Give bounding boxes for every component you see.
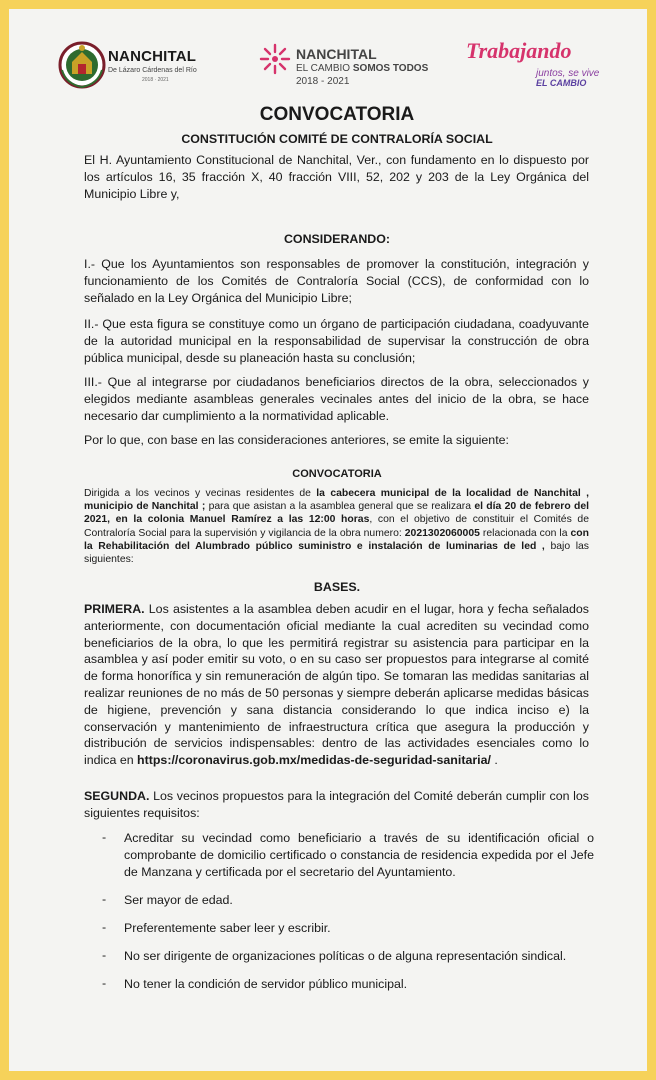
considerando-3: III.- Que al integrarse por ciudadanos beneficiarios directos de la obra, seleccionados y elegidos mediante asambleas generales vecinales antes del inicio de la obra, se hace necesario dar cumplimiento a la normatividad aplicable. [84, 375, 589, 423]
requisito-5: No tener la condición de servidor público municipal. [124, 977, 408, 991]
conv-p4: relacionada con la [479, 527, 571, 539]
bullet-5: - [102, 976, 107, 990]
primera-label: PRIMERA. [84, 602, 145, 616]
bullet-3: - [102, 920, 107, 934]
bases-heading: BASES. [313, 580, 361, 594]
primera-paragraph [84, 601, 589, 769]
logo3-word: Trabajando [466, 38, 572, 63]
conv-b3: 2021302060005 [404, 527, 480, 539]
primera-link[interactable]: https://coronavirus.gob.mx/medidas-de-seguridad-sanitaria/ [137, 753, 491, 768]
flower-icon [258, 42, 292, 76]
coat-of-arms-icon [58, 40, 106, 90]
el-cambio-logo [258, 38, 438, 98]
segunda-text: Los vecinos propuestos para la integración del Comité deberán cumplir con los siguientes requisitos: [84, 789, 589, 820]
conv-p2: para que asistan a la asamblea general que se realizara [205, 501, 475, 513]
convocatoria-heading: CONVOCATORIA [292, 468, 382, 480]
trabajando-logo [466, 38, 606, 98]
document-page [18, 18, 656, 1080]
logo3-line1: juntos, se vive [536, 68, 600, 79]
conv-b1: la cabecera municipal de la localidad de Nanchital , municipio de Nanchital ; [84, 488, 589, 513]
requisito-2: Ser mayor de edad. [124, 893, 233, 907]
logo2-years: 2018 - 2021 [296, 76, 350, 87]
logo1-years: 2018 · 2021 [142, 77, 169, 83]
intro-paragraph: El H. Ayuntamiento Constitucional de Nanchital, Ver., con fundamento en lo dispuesto por los artículos 16, 35 fracción X, 40 fracción VIII, 52, 202 y 203 de la Ley Orgánica del Municipio Libre y, [84, 153, 589, 201]
bullet-1: - [102, 830, 107, 844]
document-title: CONVOCATORIA [259, 104, 415, 125]
nanchital-municipal-logo [58, 40, 208, 92]
primera-text: Los asistentes a la asamblea deben acudir en el lugar, hora y fecha señalados anteriormente, con documentación oficial mediante la cual acrediten su vecindad como beneficiarios de la obra, lo que les permitirá registrar su asistencia para participar en la asamblea y así poder emitir su voto, o en su caso ser propuestos para integrarse al comité de forma honorífica y sin remuneración de algún tipo. Se tomaran las medidas sanitarias al realizar reuniones de no más de 50 personas y siempre deberán aplicarse medidas básicas de higiene, prevención y sana distancia considerando lo que indica inciso e) la conservación y mantenimiento de infraestructura crítica que asegura la producción y distribución de servicios indispensables: dentro de las actividades esenciales como lo indica en [84, 602, 589, 768]
logo3-line2: EL CAMBIO [536, 78, 587, 88]
conv-b2: el día 20 de febrero del 2021, en la colonia Manuel Ramírez a las 12:00 horas [84, 501, 589, 526]
logo1-name: NANCHITAL [108, 48, 197, 65]
por-lo-que-paragraph: Por lo que, con base en las consideraciones anteriores, se emite la siguiente: [84, 433, 509, 447]
conv-p3: , con el objetivo de constituir el Comités de Contraloría Social para la supervisión y vigilancia de la obra numero: [84, 514, 589, 539]
segunda-label: SEGUNDA. [84, 789, 150, 803]
conv-b4: con la Rehabilitación del Alumbrado público suministro e instalación de luminarias de led , [84, 527, 589, 552]
document-subtitle: CONSTITUCIÓN COMITÉ DE CONTRALORÍA SOCIAL [181, 132, 493, 146]
requisito-3: Preferentemente saber leer y escribir. [124, 921, 331, 935]
considerando-2: II.- Que esta figura se constituye como un órgano de participación ciudadana, coadyuvante de la autoridad municipal en la responsabilidad de supervisar la construcción de obra pública municipal, desde su planeación hasta su conclusión; [84, 317, 589, 365]
convocatoria-paragraph [84, 487, 589, 566]
conv-p5: bajo las siguientes: [84, 540, 589, 566]
requisito-1: Acreditar su vecindad como beneficiario a través de su identificación oficial o comprobante de domicilio certificado o constancia de residencia expedida por el Jefe de Manzana y certificada por el secretario del Ayuntamiento. [124, 831, 594, 879]
bullet-4: - [102, 948, 107, 962]
logo1-subtitle: De Lázaro Cárdenas del Río [108, 67, 197, 74]
primera-end: . [490, 753, 498, 768]
logo2-name: NANCHITAL [296, 46, 377, 62]
logo2-slogan-a: EL CAMBIO [296, 63, 351, 74]
logo2-slogan [296, 63, 428, 74]
segunda-paragraph [84, 788, 589, 822]
considerando-1: I.- Que los Ayuntamientos son responsables de promover la constitución, integración y funcionamiento de los Comités de Contraloría Social (CCS), de conformidad con lo señalado en la Ley Orgánica del Municipio Libre; [84, 257, 589, 305]
logo2-slogan-b: SOMOS TODOS [352, 63, 429, 74]
bullet-2: - [102, 892, 107, 906]
conv-p1: Dirigida a los vecinos y vecinas residentes de [84, 488, 317, 499]
requisito-4: No ser dirigente de organizaciones políticas o de alguna representación sindical. [124, 949, 567, 963]
considerando-heading: CONSIDERANDO: [283, 232, 390, 246]
